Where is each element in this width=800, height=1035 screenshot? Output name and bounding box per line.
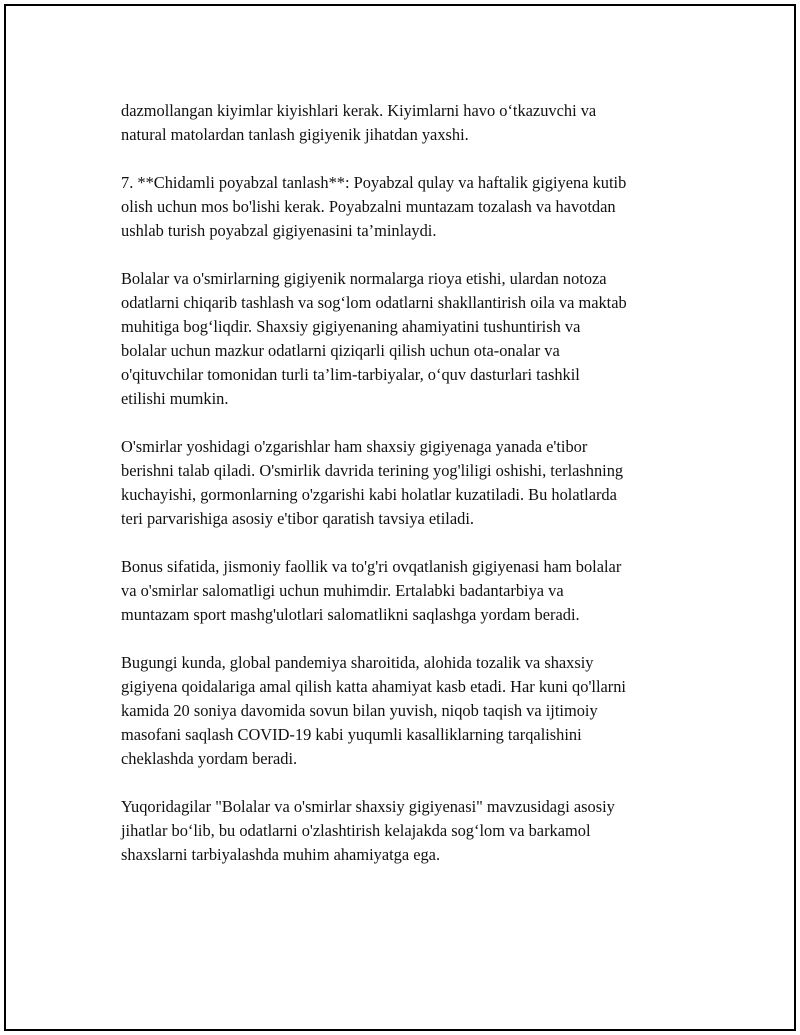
paragraph-adolescence: O'smirlar yoshidagi o'zgarishlar ham shaxsiy gigiyenaga yanada e'tibor berishni talab qiladi. O'smirlik davrida terining yog'liligi oshishi, terlashning kuchayishi, gormonlarning o'zgarishi kabi holatlar kuzatiladi. Bu holatlarda teri parvarishiga asosiy e'tibor qaratish tavsiya etiladi. xyxy=(121,437,624,528)
paragraph-activity: Bonus sifatida, jismoniy faollik va to'g'ri ovqatlanish gigiyenasi ham bolalar va o'smirlar salomatligi uchun muhimdir. Ertalabki badantarbiya va muntazam sport mashg'ulotlari salomatlikni saqlashga yordam beradi. xyxy=(121,557,622,624)
page-frame xyxy=(4,4,796,1031)
paragraph-conclusion: Yuqoridagilar "Bolalar va o'smirlar shaxsiy gigiyenasi" mavzusidagi asosiy jihatlar bo‘lib, bu odatlarni o'zlashtirish kelajakda sog‘lom va barkamol shaxslarni tarbiyalashda muhim ahamiyatga ega. xyxy=(121,797,615,864)
paragraph-footwear: 7. **Chidamli poyabzal tanlash**: Poyabzal qulay va haftalik gigiyena kutib olish uchun mos bo'lishi kerak. Poyabzalni muntazam tozalash va havotdan ushlab turish poyabzal gigiyenasini ta’minlaydi. xyxy=(121,173,627,240)
document-body xyxy=(121,99,721,891)
paragraph-clothing: dazmollangan kiyimlar kiyishlari kerak. Kiyimlarni havo o‘tkazuvchi va natural matolardan tanlash gigiyenik jihatdan yaxshi. xyxy=(121,101,597,144)
paragraph-pandemic: Bugungi kunda, global pandemiya sharoitida, alohida tozalik va shaxsiy gigiyena qoidalariga amal qilish katta ahamiyat kasb etadi. Har kuni qo'llarni kamida 20 soniya davomida sovun bilan yuvish, niqob taqish va ijtimoiy masofani saqlash COVID-19 kabi yuqumli kasalliklarning tarqalishini cheklashda yordam beradi. xyxy=(121,653,626,768)
paragraph-habits: Bolalar va o'smirlarning gigiyenik normalarga rioya etishi, ulardan notoza odatlarni chiqarib tashlash va sog‘lom odatlarni shakllantirish oila va maktab muhitiga bog‘liqdir. Shaxsiy gigiyenaning ahamiyatini tushuntirish va bolalar uchun mazkur odatlarni qiziqarli qilish uchun ota-onalar va o'qituvchilar tomonidan turli ta’lim-tarbiyalar, o‘quv dasturlari tashkil etilishi mumkin. xyxy=(121,269,627,408)
